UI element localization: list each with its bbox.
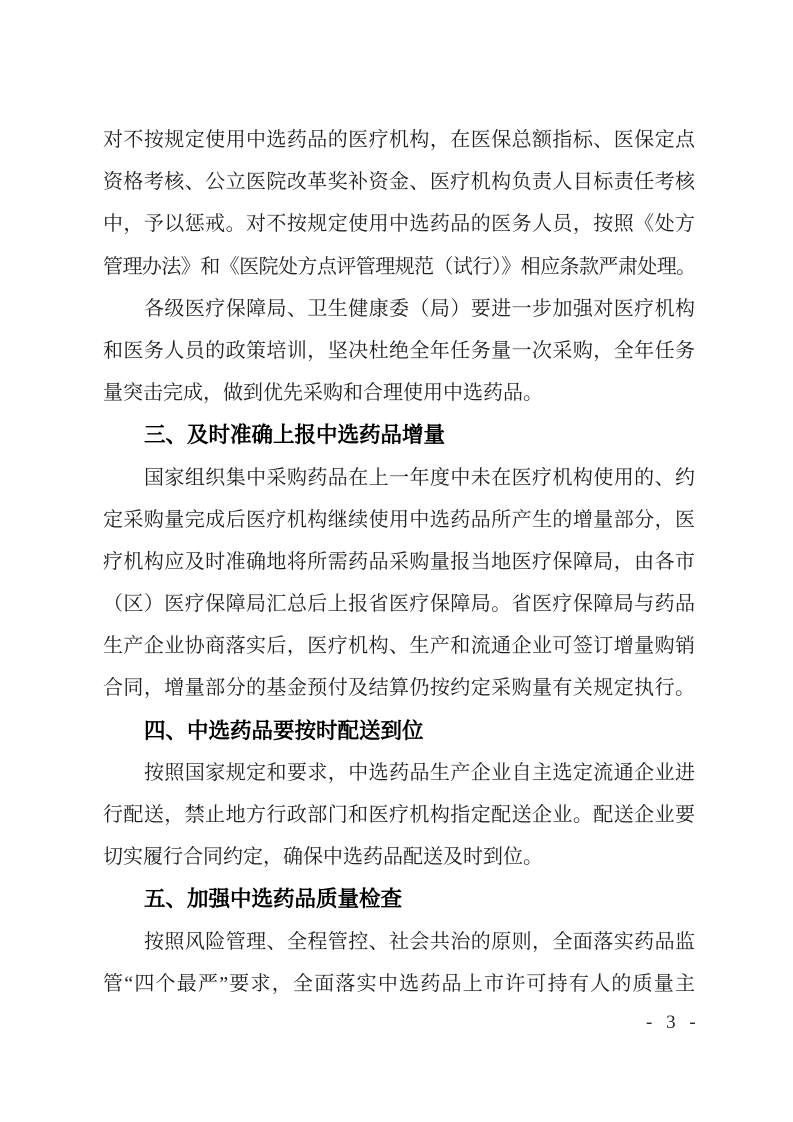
section-heading-5: 五、加强中选药品质量检查 (144, 887, 403, 912)
body-text-line: 管理办法》和《医院处方点评管理规范（试行）》相应条款严肃处理。 (103, 255, 695, 278)
body-text-line: 量突击完成，做到优先采购和合理使用中选药品。 (103, 382, 543, 405)
body-text-line: 各级医疗保障局、卫生健康委（局）要进一步加强对医疗机构 (144, 297, 695, 320)
body-text-line: 中，予以惩戒。对不按规定使用中选药品的医务人员，按照《处方 (103, 213, 695, 236)
body-text-line: 管“四个最严”要求，全面落实中选药品上市许可持有人的质量主 (103, 972, 695, 995)
body-text-line: （区）医疗保障局汇总后上报省医疗保障局。省医疗保障局与药品 (103, 593, 695, 616)
body-text-line: 资格考核、公立医院改革奖补资金、医疗机构负责人目标责任考核 (103, 171, 695, 194)
body-text-line: 和医务人员的政策培训，坚决杜绝全年任务量一次采购，全年任务 (103, 339, 695, 362)
body-text-line: 定采购量完成后医疗机构继续使用中选药品所产生的增量部分，医 (103, 508, 695, 531)
body-text-line: 切实履行合同约定，确保中选药品配送及时到位。 (103, 846, 543, 869)
body-text-line: 按照国家规定和要求，中选药品生产企业自主选定流通企业进 (144, 761, 695, 784)
page-number: - 3 - (646, 1012, 699, 1033)
body-text-line: 行配送，禁止地方行政部门和医疗机构指定配送企业。配送企业要 (103, 804, 695, 826)
section-heading-4: 四、中选药品要按时配送到位 (144, 718, 424, 743)
section-heading-3: 三、及时准确上报中选药品增量 (144, 423, 446, 448)
body-text-line: 国家组织集中采购药品在上一年度中未在医疗机构使用的、约 (144, 466, 695, 489)
body-text-line: 按照风险管理、全程管控、社会共治的原则，全面落实药品监 (144, 930, 695, 953)
body-text-line: 生产企业协商落实后，医疗机构、生产和流通企业可签订增量购销 (103, 635, 695, 658)
body-text-line: 合同，增量部分的基金预付及结算仍按约定采购量有关规定执行。 (103, 677, 695, 700)
page-content (103, 119, 695, 1005)
body-text-line: 疗机构应及时准确地将所需药品采购量报当地医疗保障局，由各市 (103, 550, 695, 573)
body-text-line: 对不按规定使用中选药品的医疗机构，在医保总额指标、医保定点 (103, 129, 695, 151)
